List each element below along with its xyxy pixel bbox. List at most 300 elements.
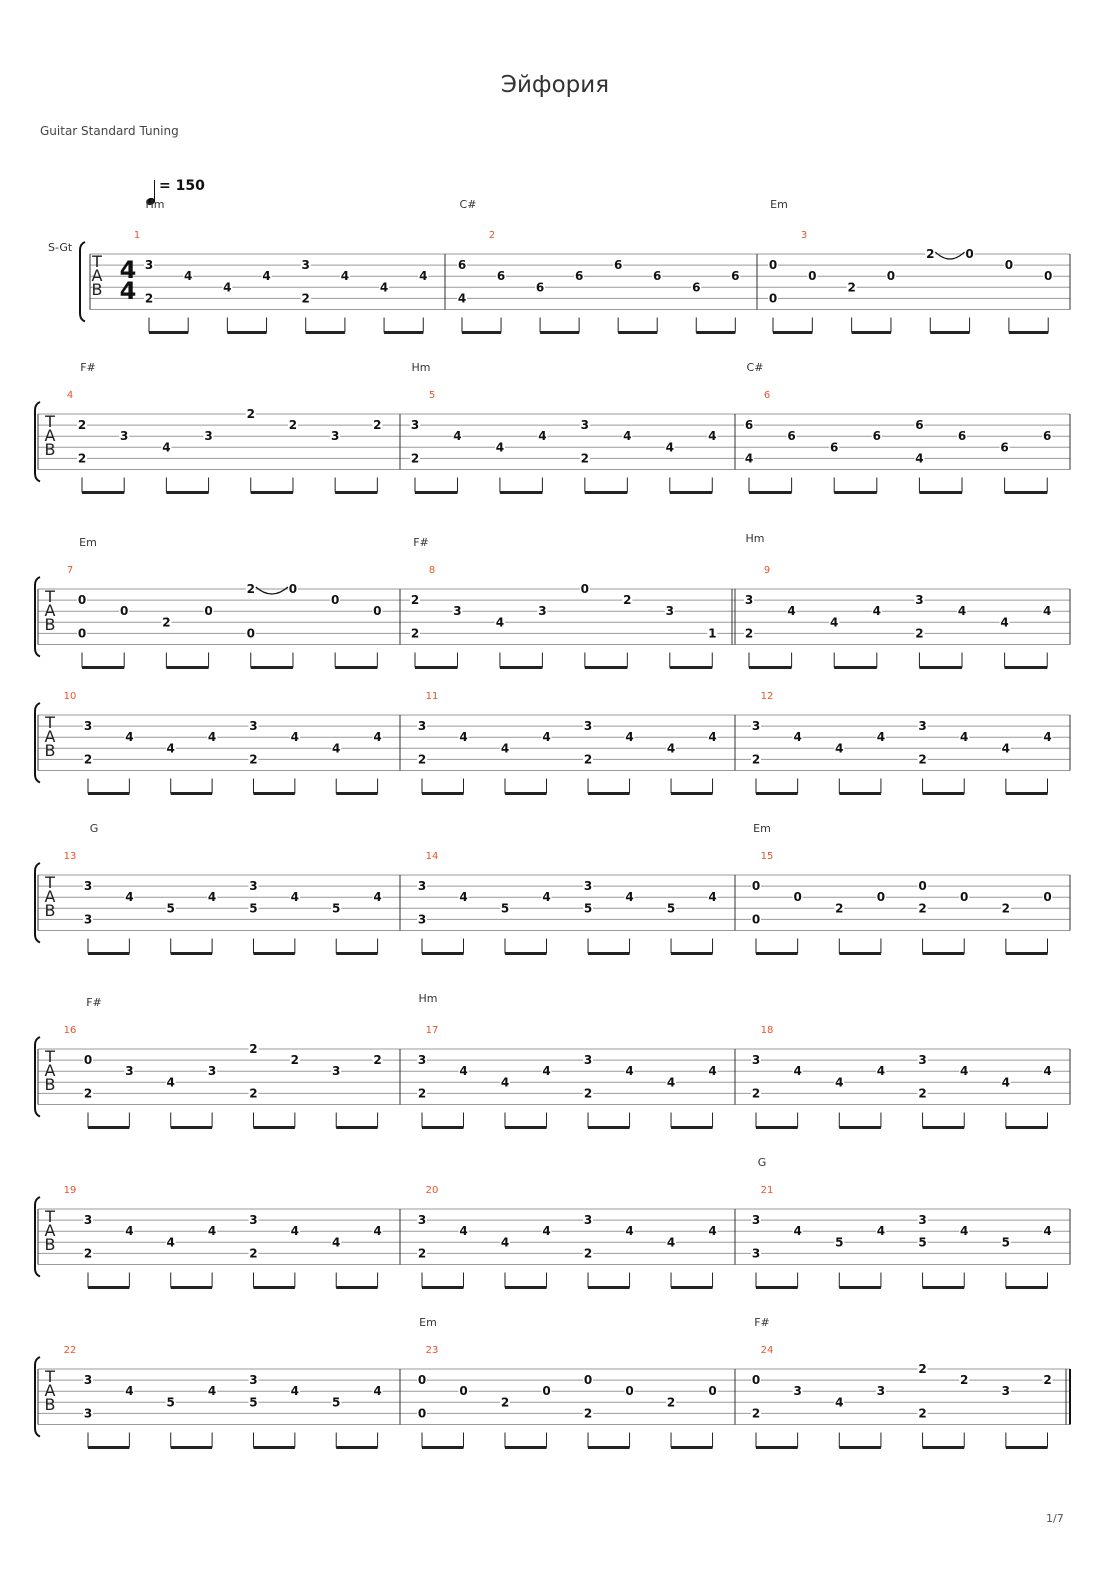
fret-number: 0 <box>83 1053 93 1068</box>
fret-number: 0 <box>459 1384 468 1399</box>
fret-number: 0 <box>417 1373 427 1388</box>
bass-fret-number: 2 <box>583 752 593 767</box>
fret-number: 2 <box>246 407 255 421</box>
fret-number: 3 <box>207 1064 217 1079</box>
fret-number: 6 <box>744 418 754 433</box>
fret-number: 3 <box>249 719 258 734</box>
fret-number: 0 <box>1004 258 1014 273</box>
fret-number: 0 <box>1044 269 1053 284</box>
fret-number: 2 <box>290 1053 300 1068</box>
fret-number: 5 <box>500 901 510 916</box>
fret-number: 4 <box>373 1224 382 1239</box>
fret-number: 3 <box>538 604 547 619</box>
measure-number: 2 <box>488 230 496 241</box>
fret-number: 4 <box>459 730 468 745</box>
bass-fret-number: 2 <box>918 1406 927 1421</box>
fret-number: 3 <box>144 258 154 273</box>
measure-number: 17 <box>425 1025 439 1036</box>
fret-number: 4 <box>166 741 175 756</box>
fret-number: 3 <box>417 719 427 734</box>
fret-number: 5 <box>332 1395 341 1410</box>
fret-number: 3 <box>125 1064 134 1079</box>
fret-number: 4 <box>872 604 881 619</box>
tie-arc <box>256 587 288 594</box>
fret-number: 6 <box>692 280 701 295</box>
fret-number: 3 <box>583 1053 593 1068</box>
chord-symbol: Hm <box>418 992 438 1005</box>
fret-number: 3 <box>417 1213 427 1228</box>
measure-number: 14 <box>425 851 439 862</box>
chord-symbol: F# <box>80 361 96 374</box>
chord-symbol: Hm <box>145 198 165 211</box>
fret-number: 4 <box>495 615 505 630</box>
measure-number: 21 <box>760 1185 774 1196</box>
fret-number: 6 <box>653 269 662 284</box>
time-signature-top: 4 <box>119 256 137 284</box>
fret-number: 4 <box>666 1235 676 1250</box>
fret-number: 4 <box>708 890 717 905</box>
tab-clef-letter: A <box>44 426 56 445</box>
fret-number: 3 <box>120 429 129 444</box>
fret-number: 5 <box>332 901 341 916</box>
fret-number: 4 <box>876 1064 886 1079</box>
fret-number: 0 <box>330 593 340 608</box>
fret-number: 6 <box>1000 440 1009 455</box>
bass-fret-number: 5 <box>918 1235 927 1250</box>
bass-fret-number: 2 <box>744 626 754 641</box>
fret-number: 4 <box>542 890 551 905</box>
fret-number: 4 <box>125 890 134 905</box>
fret-number: 0 <box>120 604 129 619</box>
tab-clef-letter: B <box>44 1395 56 1414</box>
fret-number: 0 <box>751 879 761 894</box>
fret-number: 4 <box>960 730 969 745</box>
fret-number: 3 <box>876 1384 886 1399</box>
fret-number: 6 <box>731 269 740 284</box>
fret-number: 4 <box>125 730 134 745</box>
fret-number: 3 <box>204 429 213 444</box>
fret-number: 2 <box>960 1373 969 1388</box>
bass-fret-number: 0 <box>417 1406 427 1421</box>
score-title: Эйфория <box>500 72 610 98</box>
fret-number: 4 <box>625 1064 634 1079</box>
fret-number: 3 <box>83 1213 93 1228</box>
fret-number: 0 <box>768 258 778 273</box>
page-number: 1/7 <box>1046 1512 1064 1525</box>
fret-number: 4 <box>459 1064 468 1079</box>
fret-number: 4 <box>666 741 676 756</box>
fret-number: 5 <box>166 1395 175 1410</box>
bass-fret-number: 0 <box>768 291 778 306</box>
tab-clef-letter: T <box>45 587 55 606</box>
fret-number: 4 <box>960 1064 969 1079</box>
bass-fret-number: 0 <box>77 626 87 641</box>
measure-number: 10 <box>63 691 77 702</box>
tab-clef-letter: B <box>91 280 103 299</box>
measure-number: 19 <box>63 1185 77 1196</box>
fret-number: 2 <box>666 1395 676 1410</box>
bass-fret-number: 4 <box>915 451 924 466</box>
fret-number: 2 <box>246 582 255 596</box>
fret-number: 4 <box>373 890 382 905</box>
chord-symbol: F# <box>413 536 429 549</box>
fret-number: 4 <box>835 741 844 756</box>
fret-number: 2 <box>847 280 856 295</box>
measure-number: 9 <box>763 565 771 576</box>
tab-clef-letter: A <box>44 1381 56 1400</box>
measure-number: 3 <box>800 230 808 241</box>
bass-fret-number: 5 <box>249 1395 258 1410</box>
bass-fret-number: 4 <box>744 451 754 466</box>
fret-number: 3 <box>751 1053 761 1068</box>
tab-clef-letter: T <box>45 1047 55 1066</box>
bass-fret-number: 2 <box>249 752 258 767</box>
tab-clef-letter: T <box>45 873 55 892</box>
bass-fret-number: 4 <box>457 291 467 306</box>
fret-number: 4 <box>625 730 634 745</box>
fret-number: 0 <box>583 1373 593 1388</box>
fret-number: 3 <box>249 879 258 894</box>
fret-number: 0 <box>751 1373 761 1388</box>
fret-number: 4 <box>957 604 967 619</box>
measure-number: 16 <box>63 1025 77 1036</box>
fret-number: 4 <box>1043 604 1052 619</box>
fret-number: 0 <box>886 269 896 284</box>
fret-number: 3 <box>410 418 420 433</box>
fret-number: 4 <box>1001 1075 1011 1090</box>
tab-clef-letter: A <box>44 887 56 906</box>
fret-number: 0 <box>542 1384 551 1399</box>
bass-fret-number: 0 <box>246 626 255 641</box>
bass-fret-number: 2 <box>417 752 427 767</box>
bass-fret-number: 3 <box>83 1406 93 1421</box>
bass-fret-number: 2 <box>751 1406 761 1421</box>
bass-fret-number: 2 <box>915 626 924 641</box>
fret-number: 4 <box>793 1224 802 1239</box>
fret-number: 6 <box>574 269 584 284</box>
fret-number: 4 <box>125 1384 134 1399</box>
fret-number: 4 <box>793 730 802 745</box>
fret-number: 6 <box>915 418 924 433</box>
bass-fret-number: 2 <box>583 1406 593 1421</box>
bass-fret-number: 3 <box>417 912 427 927</box>
tab-clef-letter: T <box>45 412 55 431</box>
fret-number: 4 <box>623 429 632 444</box>
fret-number: 0 <box>708 1384 717 1399</box>
fret-number: 2 <box>835 901 844 916</box>
fret-number: 2 <box>162 615 171 630</box>
tab-clef-letter: B <box>44 901 56 920</box>
fret-number: 4 <box>207 730 217 745</box>
fret-number: 4 <box>290 1224 300 1239</box>
fret-number: 4 <box>373 730 382 745</box>
fret-number: 2 <box>1043 1373 1052 1388</box>
tempo-value: = 150 <box>159 178 205 194</box>
tuning-label: Guitar Standard Tuning <box>40 124 179 138</box>
bass-fret-number: 2 <box>751 1086 761 1101</box>
tie-arc <box>935 252 964 259</box>
fret-number: 0 <box>965 247 974 261</box>
fret-number: 4 <box>500 1235 510 1250</box>
fret-number: 0 <box>288 582 298 596</box>
fret-number: 2 <box>77 418 87 433</box>
measure-number: 13 <box>63 851 77 862</box>
chord-symbol: Em <box>770 198 788 211</box>
fret-number: 4 <box>166 1075 175 1090</box>
fret-number: 3 <box>918 1053 927 1068</box>
measure-number: 7 <box>66 565 74 576</box>
fret-number: 3 <box>915 593 924 608</box>
fret-number: 4 <box>332 1235 341 1250</box>
bass-fret-number: 2 <box>417 1246 427 1261</box>
fret-number: 4 <box>500 741 510 756</box>
bass-fret-number: 2 <box>249 1246 258 1261</box>
fret-number: 2 <box>249 1042 258 1056</box>
bass-fret-number: 2 <box>751 752 761 767</box>
tab-clef-letter: A <box>44 1061 56 1080</box>
fret-number: 2 <box>410 593 420 608</box>
measure-number: 15 <box>760 851 774 862</box>
chord-symbol: Em <box>79 536 97 549</box>
fret-number: 5 <box>666 901 676 916</box>
fret-number: 3 <box>249 1213 258 1228</box>
fret-number: 3 <box>453 604 462 619</box>
fret-number: 0 <box>204 604 213 619</box>
bass-fret-number: 2 <box>583 1246 593 1261</box>
fret-number: 4 <box>793 1064 802 1079</box>
bass-fret-number: 3 <box>751 1246 761 1261</box>
fret-number: 0 <box>918 879 927 894</box>
fret-number: 3 <box>332 1064 341 1079</box>
fret-number: 3 <box>83 879 93 894</box>
fret-number: 4 <box>787 604 796 619</box>
fret-number: 4 <box>708 429 717 444</box>
chord-symbol: C# <box>746 361 764 374</box>
measure-number: 4 <box>66 390 74 401</box>
fret-number: 3 <box>918 719 927 734</box>
tab-clef-letter: T <box>45 1207 55 1226</box>
bass-fret-number: 2 <box>410 626 420 641</box>
bass-fret-number: 2 <box>301 291 310 306</box>
fret-number: 3 <box>83 719 93 734</box>
fret-number: 3 <box>301 258 310 273</box>
fret-number: 4 <box>125 1224 134 1239</box>
fret-number: 3 <box>751 1213 761 1228</box>
fret-number: 2 <box>373 1053 382 1068</box>
fret-number: 4 <box>500 1075 510 1090</box>
chord-symbol: Hm <box>745 532 765 545</box>
bass-fret-number: 5 <box>583 901 593 916</box>
fret-number: 4 <box>207 890 217 905</box>
fret-number: 3 <box>918 1213 927 1228</box>
fret-number: 4 <box>1043 1224 1052 1239</box>
fret-number: 4 <box>1000 615 1009 630</box>
tab-clef-letter: B <box>44 615 56 634</box>
fret-number: 4 <box>419 269 428 284</box>
instrument-label: S-Gt <box>48 241 73 254</box>
chord-symbol: G <box>89 822 99 835</box>
chord-symbol: C# <box>459 198 477 211</box>
measure-number: 23 <box>425 1345 439 1356</box>
chord-symbol: Em <box>419 1316 437 1329</box>
fret-number: 3 <box>751 719 761 734</box>
fret-number: 0 <box>960 890 969 905</box>
fret-number: 0 <box>580 582 590 596</box>
fret-number: 4 <box>1043 1064 1052 1079</box>
bass-fret-number: 2 <box>580 451 590 466</box>
fret-number: 4 <box>1043 730 1052 745</box>
measure-number: 8 <box>428 565 436 576</box>
fret-number: 3 <box>583 719 593 734</box>
fret-number: 4 <box>1001 741 1011 756</box>
fret-number: 5 <box>835 1235 844 1250</box>
bass-fret-number: 2 <box>417 1086 427 1101</box>
measure-number: 20 <box>425 1185 439 1196</box>
tab-clef-letter: B <box>44 1075 56 1094</box>
measure-number: 11 <box>425 691 439 702</box>
fret-number: 3 <box>793 1384 802 1399</box>
fret-number: 4 <box>542 730 551 745</box>
fret-number: 4 <box>665 440 674 455</box>
measure-number: 1 <box>133 230 141 241</box>
tab-clef-letter: T <box>45 1367 55 1386</box>
bass-fret-number: 2 <box>83 1086 93 1101</box>
bass-fret-number: 0 <box>751 912 761 927</box>
fret-number: 4 <box>373 1384 382 1399</box>
measure-number: 24 <box>760 1345 774 1356</box>
bass-fret-number: 2 <box>918 901 927 916</box>
fret-number: 3 <box>583 879 593 894</box>
bass-fret-number: 2 <box>918 1086 927 1101</box>
fret-number: 4 <box>207 1224 217 1239</box>
fret-number: 4 <box>290 890 300 905</box>
fret-number: 2 <box>918 1362 927 1376</box>
fret-number: 6 <box>1043 429 1052 444</box>
bass-fret-number: 2 <box>918 752 927 767</box>
fret-number: 4 <box>960 1224 969 1239</box>
fret-number: 4 <box>666 1075 676 1090</box>
fret-number: 4 <box>708 1224 717 1239</box>
fret-number: 3 <box>580 418 590 433</box>
fret-number: 4 <box>223 280 232 295</box>
bass-fret-number: 3 <box>83 912 93 927</box>
fret-number: 3 <box>1001 1384 1011 1399</box>
tab-clef-letter: A <box>44 1221 56 1240</box>
fret-number: 4 <box>830 615 839 630</box>
fret-number: 4 <box>340 269 350 284</box>
bass-fret-number: 2 <box>410 451 420 466</box>
fret-number: 2 <box>373 418 382 433</box>
fret-number: 2 <box>926 247 935 261</box>
fret-number: 4 <box>290 730 300 745</box>
fret-number: 4 <box>708 1064 717 1079</box>
measure-number: 12 <box>760 691 774 702</box>
fret-number: 0 <box>876 890 886 905</box>
fret-number: 0 <box>373 604 382 619</box>
fret-number: 4 <box>625 1224 634 1239</box>
fret-number: 3 <box>665 604 674 619</box>
fret-number: 6 <box>613 258 623 273</box>
fret-number: 4 <box>876 1224 886 1239</box>
fret-number: 0 <box>625 1384 634 1399</box>
fret-number: 5 <box>1001 1235 1011 1250</box>
fret-number: 4 <box>379 280 389 295</box>
fret-number: 4 <box>625 890 634 905</box>
measure-number: 5 <box>428 390 436 401</box>
fret-number: 3 <box>249 1373 258 1388</box>
fret-number: 4 <box>542 1064 551 1079</box>
fret-number: 2 <box>1001 901 1011 916</box>
chord-symbol: F# <box>86 996 102 1009</box>
fret-number: 3 <box>417 1053 427 1068</box>
time-signature-bottom: 4 <box>119 277 137 305</box>
fret-number: 0 <box>77 593 87 608</box>
fret-number: 4 <box>459 1224 468 1239</box>
chord-symbol: F# <box>754 1316 770 1329</box>
fret-number: 4 <box>876 730 886 745</box>
chord-symbol: Em <box>753 822 771 835</box>
bass-fret-number: 2 <box>83 752 93 767</box>
fret-number: 4 <box>835 1075 844 1090</box>
fret-number: 6 <box>457 258 467 273</box>
bass-fret-number: 2 <box>583 1086 593 1101</box>
fret-number: 0 <box>1043 890 1052 905</box>
tab-clef-letter: T <box>92 252 102 271</box>
fret-number: 0 <box>793 890 802 905</box>
fret-number: 2 <box>623 593 632 608</box>
fret-number: 5 <box>166 901 175 916</box>
fret-number: 3 <box>330 429 340 444</box>
fret-number: 3 <box>583 1213 593 1228</box>
fret-number: 6 <box>872 429 881 444</box>
fret-number: 6 <box>535 280 545 295</box>
tab-clef-letter: A <box>44 601 56 620</box>
bass-fret-number: 2 <box>77 451 87 466</box>
fret-number: 4 <box>183 269 193 284</box>
fret-number: 4 <box>162 440 171 455</box>
fret-number: 6 <box>787 429 796 444</box>
fret-number: 4 <box>495 440 505 455</box>
fret-number: 3 <box>744 593 754 608</box>
fret-number: 1 <box>708 626 717 641</box>
fret-number: 4 <box>542 1224 551 1239</box>
tab-clef-letter: A <box>44 727 56 746</box>
bass-fret-number: 2 <box>144 291 154 306</box>
fret-number: 2 <box>500 1395 510 1410</box>
bass-fret-number: 2 <box>249 1086 258 1101</box>
fret-number: 6 <box>496 269 506 284</box>
tab-clef-letter: A <box>91 266 103 285</box>
fret-number: 4 <box>708 730 717 745</box>
system-bracket <box>80 242 85 322</box>
fret-number: 0 <box>808 269 817 284</box>
bass-fret-number: 2 <box>83 1246 93 1261</box>
fret-number: 6 <box>957 429 967 444</box>
fret-number: 6 <box>830 440 839 455</box>
measure-number: 6 <box>763 390 771 401</box>
fret-number: 4 <box>459 890 468 905</box>
measure-number: 18 <box>760 1025 774 1036</box>
fret-number: 4 <box>166 1235 175 1250</box>
tab-clef-letter: B <box>44 741 56 760</box>
bass-fret-number: 5 <box>249 901 258 916</box>
measure-number: 22 <box>63 1345 77 1356</box>
tab-clef-letter: T <box>45 713 55 732</box>
fret-number: 4 <box>290 1384 300 1399</box>
fret-number: 4 <box>262 269 271 284</box>
chord-symbol: Hm <box>411 361 431 374</box>
fret-number: 4 <box>453 429 462 444</box>
